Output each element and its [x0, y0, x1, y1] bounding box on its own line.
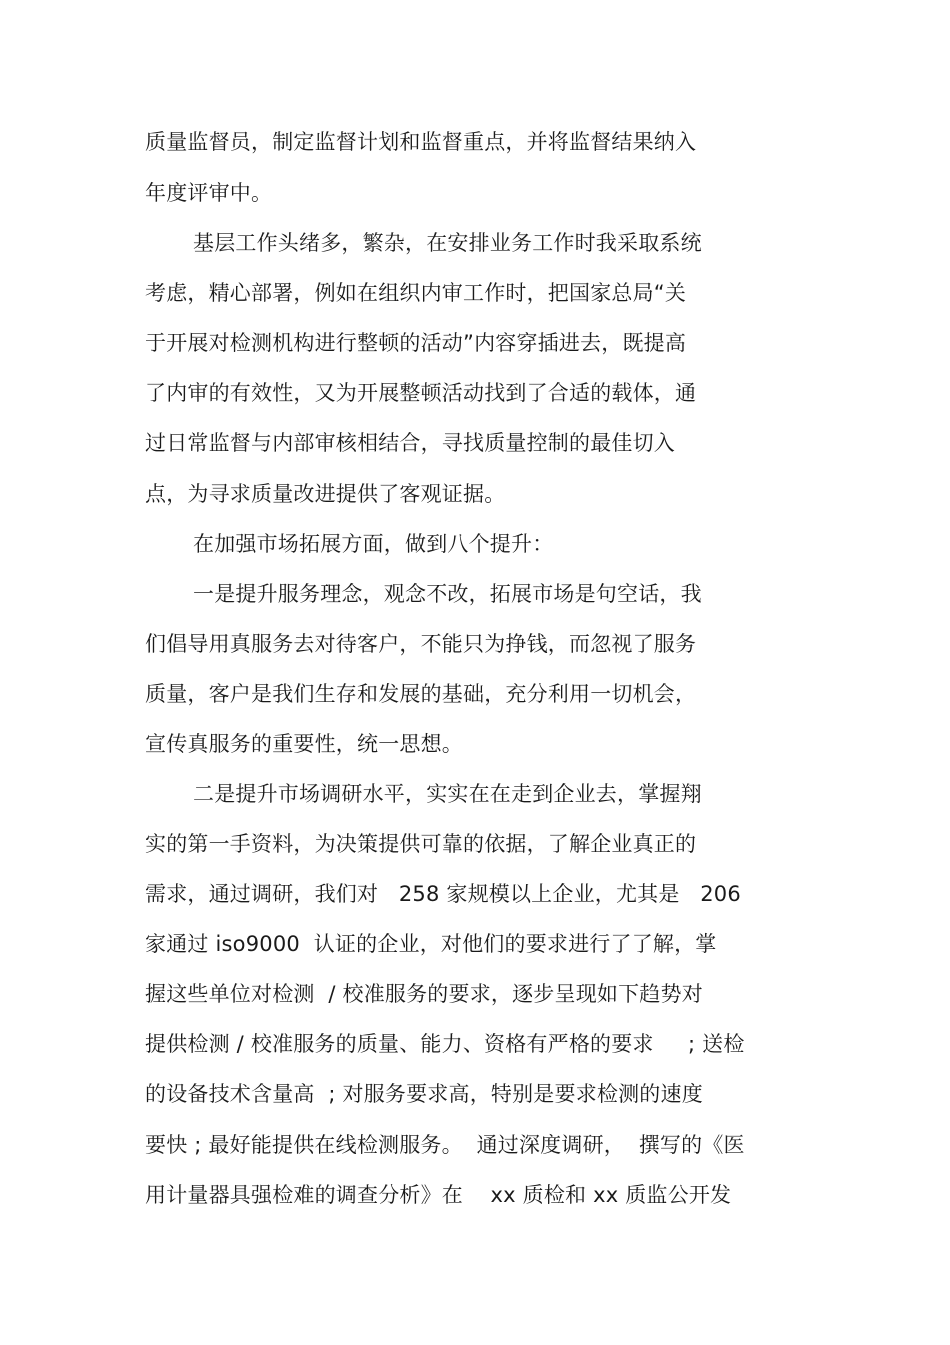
text-line: 年度评审中。 [145, 181, 273, 205]
text-line: 点，为寻求质量改进提供了客观证据。 [145, 482, 506, 506]
text-line: 质量监督员，制定监督计划和监督重点，并将监督结果纳入 [145, 130, 697, 154]
text-line: 实的第一手资料，为决策提供可靠的依据，了解企业真正的 [145, 832, 697, 856]
paragraph-start: 在加强市场拓展方面，做到八个提升： [193, 532, 554, 556]
text-line: 于开展对检测机构进行整顿的活动”内容穿插进去，既提高 [145, 331, 687, 355]
text-line: 的设备技术含量高 ; 对服务要求高，特别是要求检测的速度 [145, 1082, 703, 1106]
paragraph-start: 二是提升市场调研水平，实实在在走到企业去，掌握翔 [193, 782, 702, 806]
paragraph-start: 基层工作头绪多，繁杂，在安排业务工作时我采取系统 [193, 231, 702, 255]
text-line: 考虑，精心部署，例如在组织内审工作时，把国家总局“关 [145, 281, 687, 305]
text-line: 质量，客户是我们生存和发展的基础，充分利用一切机会， [145, 682, 697, 706]
text-line: 握这些单位对检测 / 校准服务的要求，逐步呈现如下趋势对 [145, 982, 703, 1006]
paragraph-start: 一是提升服务理念，观念不改，拓展市场是句空话，我 [193, 582, 702, 606]
text-line: 们倡导用真服务去对待客户，不能只为挣钱，而忽视了服务 [145, 632, 697, 656]
text-line: 提供检测 / 校准服务的质量、能力、资格有严格的要求 ; 送检 [145, 1032, 745, 1056]
text-line: 需求，通过调研，我们对 258 家规模以上企业，尤其是 206 [145, 882, 741, 906]
text-line: 用计量器具强检难的调查分析》在 xx 质检和 xx 质监公开发 [145, 1183, 732, 1207]
text-line: 要快 ; 最好能提供在线检测服务。 通过深度调研， 撰写的《医 [145, 1133, 745, 1157]
text-line: 过日常监督与内部审核相结合，寻找质量控制的最佳切入 [145, 431, 675, 455]
text-line: 家通过 iso9000 认证的企业，对他们的要求进行了了解，掌 [145, 932, 717, 956]
text-line: 了内审的有效性，又为开展整顿活动找到了合适的载体，通 [145, 381, 697, 405]
text-line: 宣传真服务的重要性，统一思想。 [145, 732, 463, 756]
